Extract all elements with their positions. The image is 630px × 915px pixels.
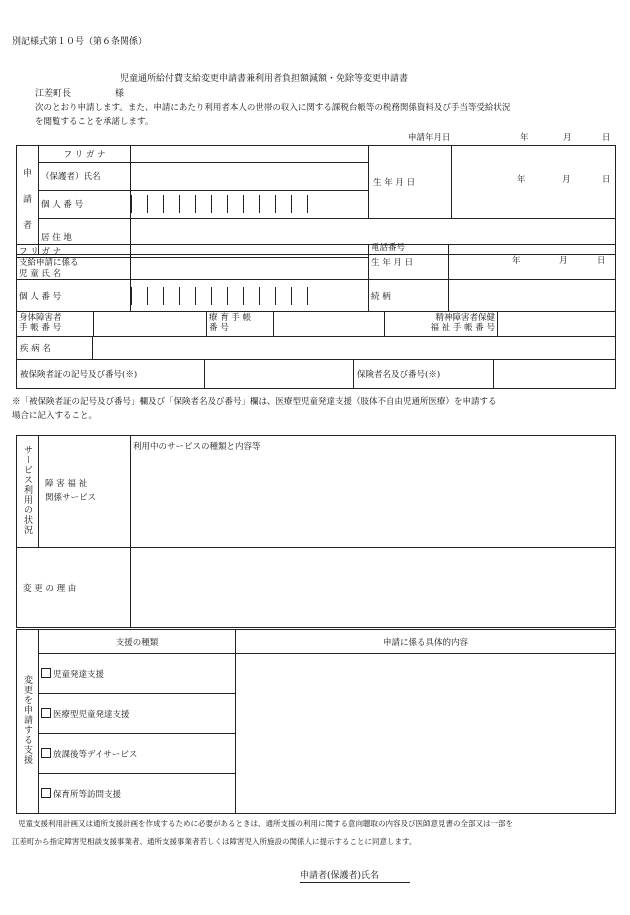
- physical-line-2: 手 帳 番 号: [19, 323, 62, 334]
- support-option-label: 医療型児童発達支援: [53, 709, 130, 720]
- child-birth-field[interactable]: [449, 245, 616, 280]
- child-birth-month: 月: [559, 256, 568, 266]
- applicant-birth-field[interactable]: [452, 146, 615, 218]
- disease-label: 疾 病 名: [17, 337, 93, 359]
- applicant-name-field[interactable]: [131, 162, 369, 190]
- applicant-birth-month: 月: [562, 175, 571, 185]
- service-usage-table: [16, 435, 616, 628]
- addressee-suffix: 様: [115, 89, 125, 99]
- applicant-char-1: 申: [22, 168, 32, 179]
- child-birth-day: 日: [597, 256, 606, 266]
- change-reason-label: 変 更 の 理 由: [17, 548, 131, 628]
- support-option-4[interactable]: [39, 774, 236, 814]
- rehab-line-1: 療 育 手 帳: [209, 313, 252, 324]
- change-support-table: [16, 629, 616, 814]
- support-option-1[interactable]: [39, 654, 236, 694]
- mental-handbook-field[interactable]: [498, 312, 615, 336]
- application-date-label: 申請年月日: [408, 133, 451, 143]
- insurance-row: [17, 360, 616, 389]
- handbook-row: [17, 312, 616, 337]
- intro-line-2: を閲覧することを承諾します。: [35, 117, 154, 127]
- applicant-char-3: 者: [22, 221, 32, 232]
- specific-content-field[interactable]: [236, 654, 616, 814]
- applicant-birth-year: 年: [517, 175, 526, 185]
- support-option-label: 放課後等デイサービス: [53, 749, 138, 760]
- checkbox[interactable]: [41, 668, 51, 678]
- applicant-table: [16, 145, 616, 255]
- mental-line-2: 福 祉 手 帳 番 号: [430, 323, 495, 334]
- addressee: 江差町長: [35, 89, 72, 99]
- consent-line-1: 児童支援利用計画又は通所支援計画を作成するために必要があるときは、通所支援の利用に関する意向聴取の内容及び医師意見書の全部又は一部を: [18, 819, 513, 828]
- specific-content-header: 申請に係る具体的内容: [236, 630, 616, 654]
- mental-handbook-label: [385, 312, 498, 336]
- child-furigana-label: フ リ ガ ナ: [17, 245, 131, 258]
- child-relationship-label: 続 柄: [369, 280, 449, 312]
- insurer-label: 保険者名及び番号(※): [354, 360, 494, 388]
- change-reason-field[interactable]: [131, 548, 616, 628]
- date-day: 日: [602, 133, 611, 143]
- form-number: 別記様式第１０号（第６条関係）: [12, 37, 148, 47]
- child-birth-year: 年: [512, 256, 521, 266]
- insured-card-field[interactable]: [205, 360, 354, 388]
- change-support-vertical-label: 変更を申請する支援: [22, 675, 32, 765]
- note-line-1: ※「被保険者証の記号及び番号」欄及び「保険者名及び番号」欄は、医療型児童発達支援（肢体不自由児通所医療）を申請する: [12, 397, 497, 407]
- applicant-address-label: 居 住 地: [39, 219, 131, 255]
- applicant-name-label: （保護者）氏名: [39, 162, 131, 190]
- checkbox[interactable]: [41, 708, 51, 718]
- checkbox[interactable]: [41, 788, 51, 798]
- welfare-line-2: 関係サービス: [45, 492, 97, 503]
- child-relationship-field[interactable]: [449, 280, 616, 312]
- disease-field[interactable]: [93, 337, 615, 359]
- signature-label: 申請者(保護者)氏名: [300, 872, 410, 883]
- physical-handbook-label: [17, 312, 94, 336]
- applicant-birth-day: 日: [602, 175, 611, 185]
- rehab-handbook-field[interactable]: [274, 312, 385, 336]
- child-name-line-1: 支給申請に係る: [19, 258, 79, 268]
- physical-handbook-field[interactable]: [94, 312, 207, 336]
- child-number-label: 個 人 番 号: [17, 280, 131, 312]
- date-month: 月: [563, 133, 572, 143]
- child-name-label: [17, 258, 131, 280]
- checkbox[interactable]: [41, 748, 51, 758]
- support-option-3[interactable]: [39, 734, 236, 774]
- change-support-vertical-cell: [17, 630, 39, 814]
- applicant-furigana-label: フ リ ガ ナ: [39, 146, 131, 163]
- form-title: 児童通所給付費支給変更申請書兼利用者負担額減額・免除等変更申請書: [120, 74, 409, 84]
- applicant-char-2: 請: [22, 194, 32, 205]
- consent-line-2: 江差町から指定障害児相談支援事業者、通所支援事業者若しくは障害児入所施設の関係人に提示することに同意します。: [12, 837, 417, 846]
- child-name-line-2: 児 童 氏 名: [19, 268, 62, 279]
- insurer-field[interactable]: [494, 360, 615, 388]
- applicant-number-field[interactable]: [131, 190, 369, 218]
- child-number-field[interactable]: [131, 280, 369, 312]
- date-year: 年: [520, 133, 529, 143]
- support-type-header: 支援の種類: [39, 630, 236, 654]
- child-birth-label: 生 年 月 日: [369, 245, 449, 280]
- applicant-birth-cell: [369, 146, 616, 219]
- welfare-line-1: 障 害 福 祉: [45, 478, 88, 489]
- applicant-number-label: 個 人 番 号: [39, 190, 131, 218]
- rehab-line-2: 番 号: [209, 323, 229, 334]
- applicant-furigana-field[interactable]: [131, 146, 369, 163]
- child-furigana-field[interactable]: [131, 245, 369, 258]
- support-option-2[interactable]: [39, 694, 236, 734]
- mental-line-1: 精神障害者保健: [435, 313, 495, 324]
- physical-line-1: 身体障害者: [19, 313, 62, 324]
- services-in-use-field[interactable]: [131, 436, 616, 548]
- welfare-service-label: [39, 436, 131, 548]
- applicant-section-label: [17, 146, 39, 255]
- services-in-use-label: 利用中のサービスの種類と内容等: [133, 442, 261, 452]
- disease-row: [17, 337, 616, 360]
- applicant-birth-label: 生 年 月 日: [369, 146, 452, 218]
- service-usage-vertical-cell: [17, 436, 39, 548]
- insured-card-label: 被保険者証の記号及び番号(※): [17, 360, 205, 388]
- support-option-label: 保育所等訪問支援: [53, 789, 122, 800]
- rehab-handbook-label: [207, 312, 274, 336]
- note-line-2: 場合に記入すること。: [12, 411, 98, 421]
- service-usage-vertical-label: サービス利用の状況: [22, 445, 32, 535]
- child-table: [16, 244, 616, 389]
- phone-label: 電話番号: [371, 243, 406, 253]
- support-option-label: 児童発達支援: [53, 669, 105, 680]
- intro-line-1: 次のとおり申請します。また、申請にあたり利用者本人の世帯の収入に関する課税台帳等の税務関係資料及び手当等受給状況: [35, 103, 511, 113]
- child-name-field[interactable]: [131, 258, 369, 280]
